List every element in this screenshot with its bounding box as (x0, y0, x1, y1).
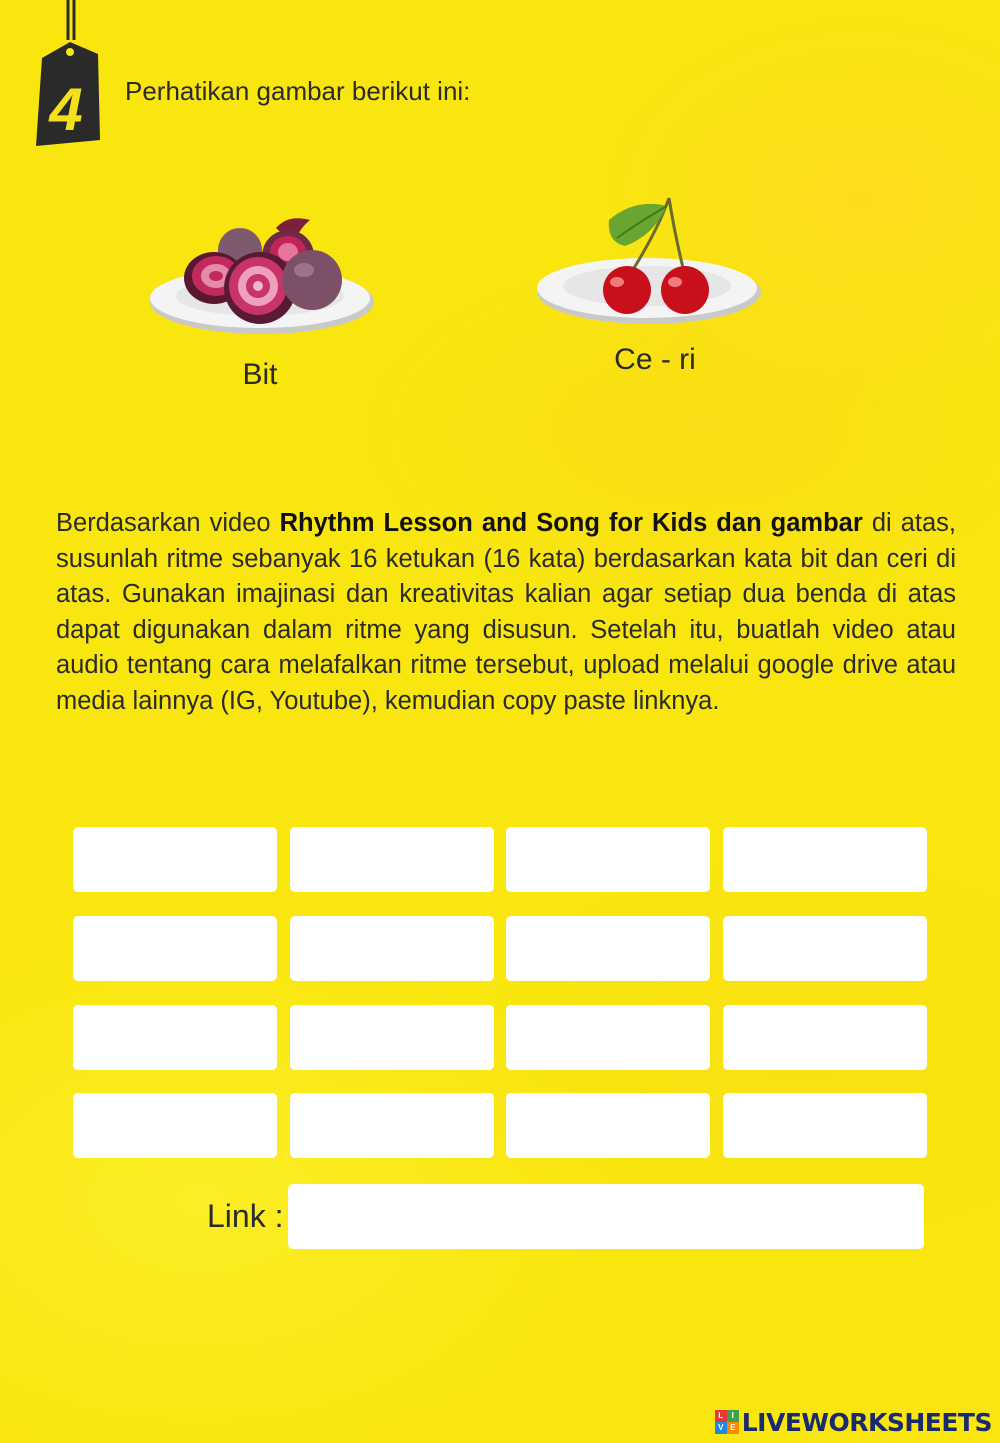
rhythm-box-8[interactable] (723, 916, 927, 981)
link-label: Link : (207, 1198, 284, 1234)
rhythm-box-10[interactable] (290, 1005, 494, 1070)
brand-name: LIVEWORKSHEETS (741, 1407, 992, 1437)
question-number-tag (28, 0, 108, 150)
task-text-bold: Rhythm Lesson and Song for Kids dan gambar (279, 509, 863, 537)
rhythm-box-6[interactable] (290, 916, 494, 981)
beet-caption: Bit (242, 358, 278, 391)
rhythm-box-11[interactable] (506, 1005, 710, 1070)
rhythm-box-4[interactable] (723, 827, 927, 892)
rhythm-box-13[interactable] (73, 1093, 277, 1158)
beet-image (148, 210, 378, 340)
rhythm-box-9[interactable] (73, 1005, 277, 1070)
rhythm-box-12[interactable] (723, 1005, 927, 1070)
rhythm-box-7[interactable] (506, 916, 710, 981)
rhythm-box-14[interactable] (290, 1093, 494, 1158)
rhythm-box-5[interactable] (73, 916, 277, 981)
liveworksheets-logo-icon: L I V E (715, 1410, 739, 1434)
cherry-image (535, 192, 765, 332)
rhythm-answer-grid (73, 827, 927, 1159)
tag-number: 4 (49, 76, 83, 143)
task-text-suffix: di atas, susunlah ritme sebanyak 16 ketukan (16 kata) berdasarkan kata bit dan ceri di atas. Gunakan imajinasi dan kreativitas kalian agar setiap dua benda di atas dapat digunakan dalam ritme yang disusun. Setelah itu, buatlah video atau audio tentang cara melafalkan ritme tersebut, upload melalui google drive atau media lainnya (IG, Youtube), kemudian copy paste linknya. (56, 509, 956, 715)
liveworksheets-brand[interactable] (715, 1405, 992, 1439)
rhythm-box-2[interactable] (290, 827, 494, 892)
rhythm-box-3[interactable] (506, 827, 710, 892)
instruction-text: Perhatikan gambar berikut ini: (125, 76, 471, 106)
rhythm-box-15[interactable] (506, 1093, 710, 1158)
task-description (56, 506, 956, 719)
rhythm-box-1[interactable] (73, 827, 277, 892)
rhythm-box-16[interactable] (723, 1093, 927, 1158)
link-input[interactable] (288, 1184, 924, 1249)
cherry-caption: Ce - ri (614, 343, 696, 376)
task-text-prefix: Berdasarkan video (56, 509, 280, 537)
